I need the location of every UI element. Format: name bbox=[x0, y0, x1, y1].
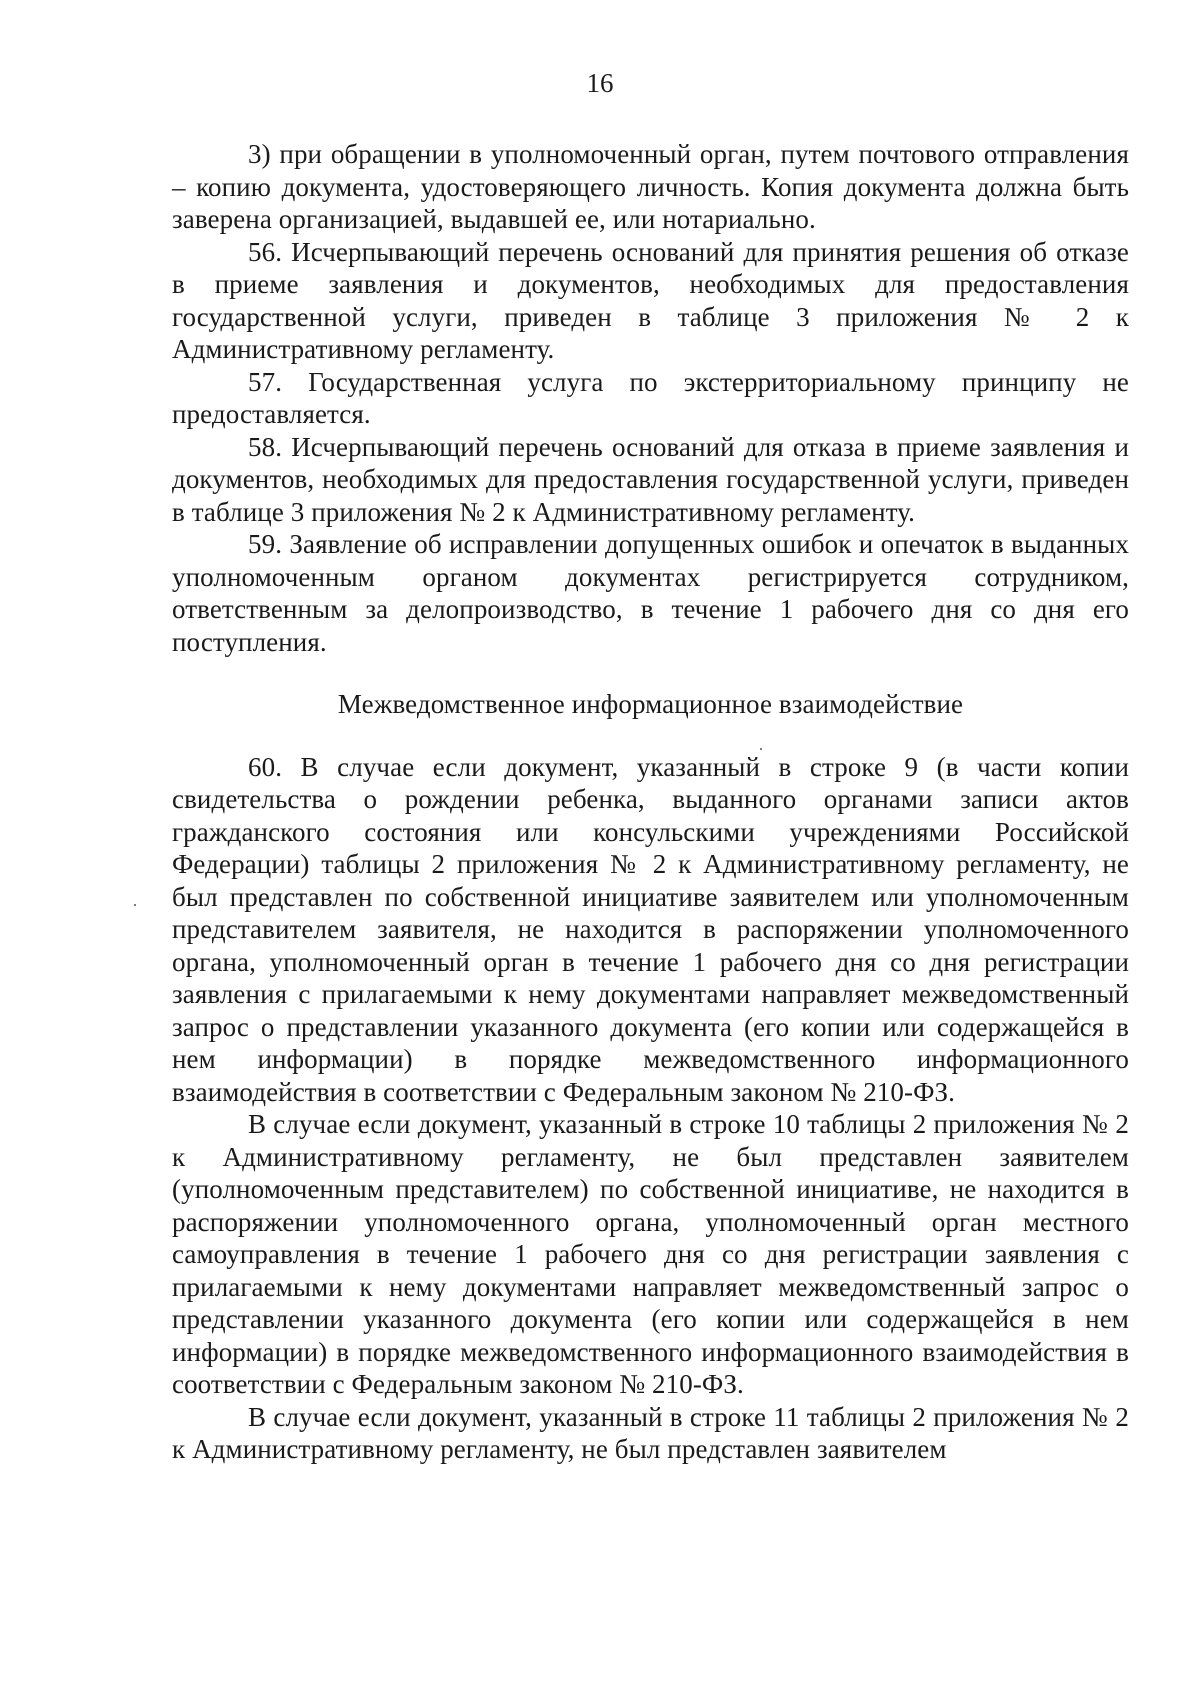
paragraph-60-line-11: В случае если документ, указанный в строке 11 таблицы 2 приложения № 2 к Административному регламенту, не был представлен заявителем bbox=[172, 1401, 1129, 1464]
paragraph-60-line-10: В случае если документ, указанный в строке 10 таблицы 2 приложения № 2 к Административному регламенту, не был представлен заявителем (уполномоченным представителем) по собственной инициативе, не находится в распоряжении уполномоченного органа, уполномоченный орган местного самоуправления в течение 1 рабочего дня со дня регистрации заявления с прилагаемыми к нему документами направляет межведомственный запрос о представлении указанного документа (его копии или содержащейся в нем информации) в порядке межведомственного информационного взаимодействия в соответствии с Федеральным законом № 210-ФЗ. bbox=[172, 1109, 1129, 1399]
scan-speck bbox=[134, 904, 136, 906]
document-body bbox=[172, 138, 1129, 1466]
page-number: 16 bbox=[586, 68, 614, 98]
section-heading: Межведомственное информационное взаимодействие bbox=[337, 689, 964, 719]
paragraph-58: 58. Исчерпывающий перечень оснований для отказа в приеме заявления и документов, необходимых для предоставления государственной услуги, приведен в таблице 3 приложения № 2 к Административному регламенту. bbox=[172, 431, 1129, 527]
scan-speck bbox=[760, 748, 762, 750]
paragraph-60: 60. В случае если документ, указанный в строке 9 (в части копии свидетельства о рождении ребенка, выданного органами записи актов гражданского состояния или консульскими учреждениями Российской Федерации) таблицы 2 приложения № 2 к Административному регламенту, не был представлен по собственной инициативе заявителем или уполномоченным представителем заявителя, не находится в распоряжении уполномоченного органа, уполномоченный орган в течение 1 рабочего дня со дня регистрации заявления с прилагаемыми к нему документами направляет межведомственный запрос о представлении указанного документа (его копии или содержащейся в нем информации) в порядке межведомственного информационного взаимодействия в соответствии с Федеральным законом № 210-ФЗ. bbox=[172, 751, 1129, 1107]
paragraph-56: 56. Исчерпывающий перечень оснований для принятия решения об отказе в приеме заявления и документов, необходимых для предоставления государственной услуги, приведен в таблице 3 приложения № 2 к Административному регламенту. bbox=[172, 236, 1129, 364]
paragraph-59: 59. Заявление об исправлении допущенных ошибок и опечаток в выданных уполномоченным органом документах регистрируется сотрудником, ответственным за делопроизводство, в течение 1 рабочего дня со дня его поступления. bbox=[172, 529, 1129, 657]
paragraph-57: 57. Государственная услуга по экстерриториальному принципу не предоставляется. bbox=[172, 366, 1129, 429]
paragraph-3-postal: 3) при обращении в уполномоченный орган, путем почтового отправления – копию документа, удостоверяющего личность. Копия документа должна быть заверена организацией, выдавшей ее, или нотариально. bbox=[172, 139, 1129, 234]
